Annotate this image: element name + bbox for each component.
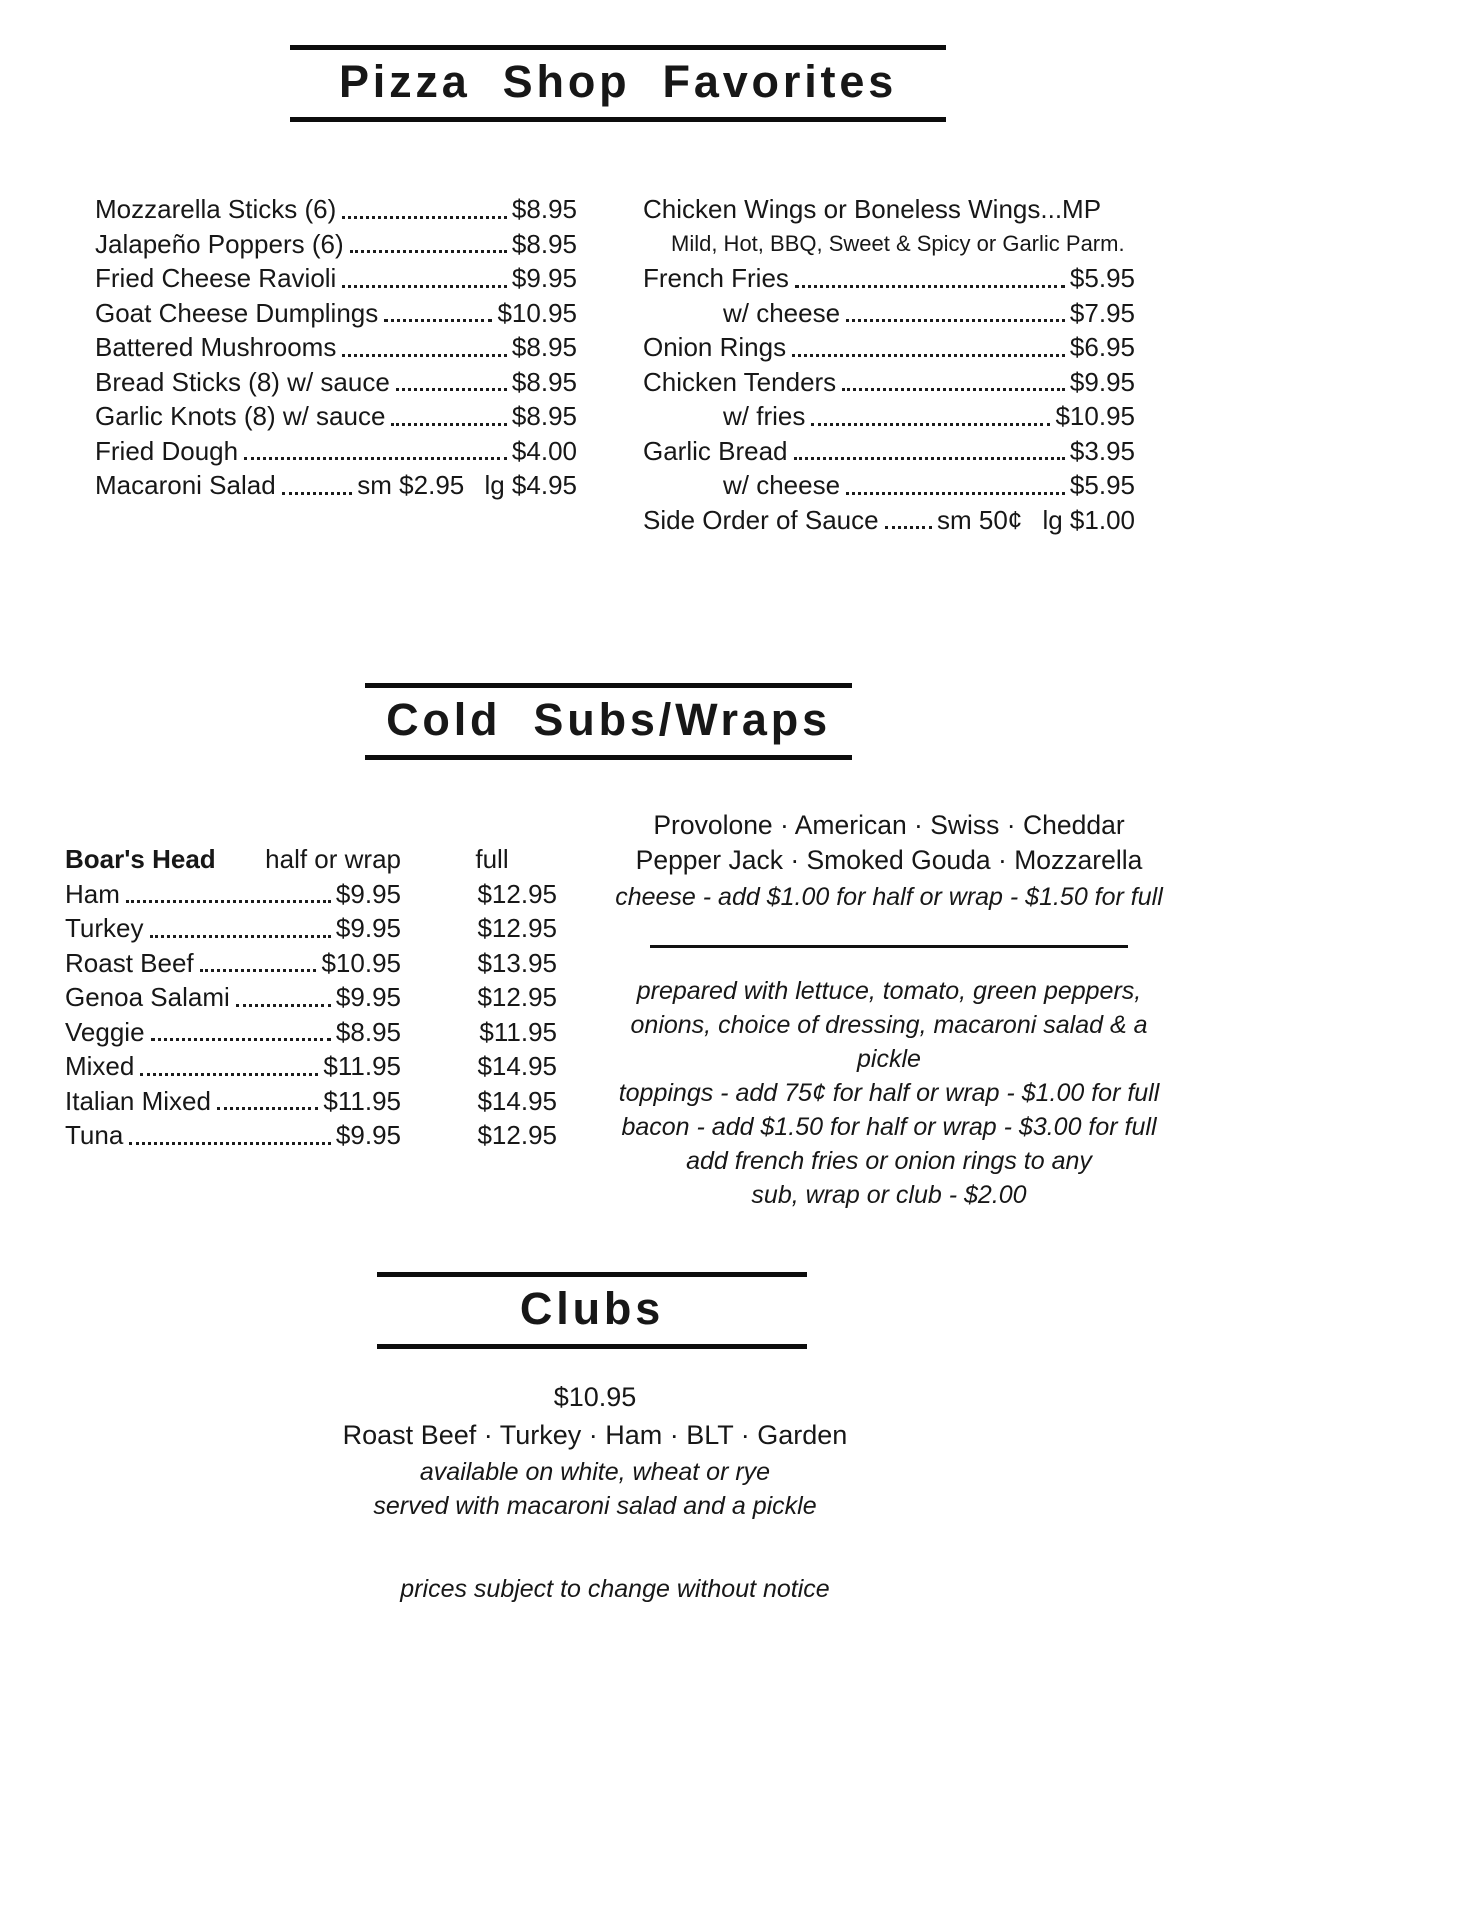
dotted-leader	[384, 319, 492, 322]
item-name: Macaroni Salad	[95, 470, 276, 500]
clubs-price: $10.95	[553, 1382, 637, 1412]
item-price: $5.95	[1069, 470, 1135, 500]
dotted-leader	[282, 492, 353, 495]
item-price: $6.95	[1069, 332, 1135, 362]
table-row	[65, 1084, 557, 1119]
item-price: $3.95	[1069, 435, 1135, 466]
section-title-cold-subs: Cold Subs/Wraps	[365, 683, 852, 760]
table-row	[65, 1118, 557, 1153]
menu-subitem	[643, 296, 1135, 331]
item-name: Chicken Tenders	[643, 366, 837, 397]
dotted-leader	[126, 900, 331, 903]
menu-item	[95, 227, 577, 262]
half-price: $11.95	[323, 1085, 401, 1116]
item-name: Fried Cheese Ravioli	[95, 263, 337, 293]
prep-note-line: add french fries or onion rings to any	[686, 1147, 1092, 1175]
dotted-leader	[342, 354, 507, 357]
full-price: $12.95	[477, 1120, 557, 1150]
item-note: Mild, Hot, BBQ, Sweet & Spicy or Garlic Parm.	[671, 230, 1125, 256]
section-title-favorites: Pizza Shop Favorites	[290, 45, 946, 122]
dotted-leader	[396, 388, 507, 391]
item-price: $8.95	[511, 401, 577, 431]
item-name: Mozzarella Sticks (6)	[95, 194, 337, 224]
dotted-leader	[842, 388, 1065, 391]
cheese-options-line: Provolone · American · Swiss · Cheddar	[653, 810, 1125, 840]
item-name: Side Order of Sauce	[643, 504, 879, 535]
dotted-leader	[150, 935, 331, 938]
full-price: $14.95	[477, 1085, 557, 1116]
brand-label: Boar's Head	[65, 844, 216, 874]
column-header-full: full	[475, 844, 509, 874]
menu-item	[643, 434, 1135, 469]
menu-item	[95, 330, 577, 365]
item-name: Roast Beef	[65, 947, 194, 978]
table-header-left	[65, 842, 401, 877]
clubs-section	[0, 1272, 1190, 1523]
half-price: $8.95	[335, 1016, 401, 1047]
dotted-leader	[846, 319, 1065, 322]
item-price: $9.95	[1069, 366, 1135, 397]
cheese-pricing-note: cheese - add $1.00 for half or wrap - $1.50 for full	[615, 883, 1163, 911]
item-name: French Fries	[643, 263, 789, 293]
cold-subs-section	[65, 808, 1484, 1212]
item-name: Ham	[65, 878, 120, 909]
item-price: $8.95	[511, 332, 577, 362]
full-price: $13.95	[477, 947, 557, 978]
item-name: Tuna	[65, 1120, 124, 1150]
menu-item	[95, 434, 577, 469]
price-disclaimer: prices subject to change without notice	[400, 1575, 830, 1603]
dotted-leader	[885, 526, 932, 529]
item-price: $5.95	[1069, 263, 1135, 293]
item-price: $8.95	[511, 228, 577, 259]
menu-item	[643, 503, 1135, 538]
full-price: $14.95	[477, 1051, 557, 1081]
item-price: sm 50¢ lg $1.00	[936, 504, 1135, 535]
item-price: $10.95	[1055, 401, 1135, 431]
table-row	[65, 980, 557, 1015]
item-price: $8.95	[511, 194, 577, 224]
item-name: Veggie	[65, 1016, 145, 1047]
dotted-leader	[795, 285, 1065, 288]
row-left	[65, 1049, 401, 1084]
dotted-leader	[792, 354, 1065, 357]
half-price: $9.95	[335, 913, 401, 943]
menu-item	[95, 468, 577, 503]
item-price: sm $2.95 lg $4.95	[357, 470, 577, 500]
row-left	[65, 980, 401, 1015]
row-left	[65, 946, 401, 981]
dotted-leader	[217, 1107, 318, 1110]
item-name: Italian Mixed	[65, 1085, 211, 1116]
item-name: Jalapeño Poppers (6)	[95, 228, 344, 259]
menu-subitem	[643, 399, 1135, 434]
full-price: $12.95	[477, 913, 557, 943]
section-title-clubs: Clubs	[377, 1272, 807, 1349]
item-price: $4.00	[511, 435, 577, 466]
item-name: Turkey	[65, 913, 144, 943]
item-name: Mixed	[65, 1051, 135, 1081]
divider-rule	[650, 945, 1128, 948]
menu-item	[95, 296, 577, 331]
dotted-leader	[151, 1038, 331, 1041]
item-name: w/ cheese	[723, 297, 841, 328]
dotted-leader	[244, 457, 507, 460]
item-name: w/ cheese	[723, 470, 841, 500]
dotted-leader	[140, 1073, 318, 1076]
full-price: $12.95	[477, 878, 557, 909]
menu-subitem	[643, 468, 1135, 503]
prep-note-line: onions, choice of dressing, macaroni salad & a pickle	[630, 1011, 1148, 1073]
item-price: $7.95	[1069, 297, 1135, 328]
item-name: Garlic Knots (8) w/ sauce	[95, 401, 386, 431]
menu-item	[643, 261, 1135, 296]
row-left	[65, 1015, 401, 1050]
full-price: $12.95	[477, 982, 557, 1012]
dotted-leader	[391, 423, 506, 426]
dotted-leader	[794, 457, 1065, 460]
cold-subs-notes	[615, 808, 1163, 1212]
table-row	[65, 877, 557, 912]
item-name: Battered Mushrooms	[95, 332, 337, 362]
menu-item	[95, 261, 577, 296]
favorites-left-column	[95, 192, 577, 537]
prep-note-line: prepared with lettuce, tomato, green peppers,	[636, 977, 1142, 1005]
table-row	[65, 911, 557, 946]
row-left	[65, 911, 401, 946]
row-left	[65, 1084, 401, 1119]
item-name: Fried Dough	[95, 435, 239, 466]
cold-subs-table	[65, 842, 557, 1212]
item-price: $8.95	[511, 366, 577, 397]
clubs-varieties: Roast Beef · Turkey · Ham · BLT · Garden	[342, 1420, 848, 1450]
favorites-section	[95, 192, 1484, 537]
half-price: $10.95	[321, 947, 401, 978]
menu-item	[95, 399, 577, 434]
menu-item	[643, 330, 1135, 365]
table-row	[65, 1015, 557, 1050]
menu-item	[643, 192, 1135, 227]
item-name: Goat Cheese Dumplings	[95, 297, 379, 328]
dotted-leader	[342, 285, 507, 288]
menu-item	[643, 365, 1135, 400]
half-price: $11.95	[323, 1051, 401, 1081]
item-name: Onion Rings	[643, 332, 787, 362]
half-price: $9.95	[335, 982, 401, 1012]
item-price: $9.95	[511, 263, 577, 293]
dotted-leader	[342, 216, 507, 219]
table-row	[65, 946, 557, 981]
item-name: Bread Sticks (8) w/ sauce	[95, 366, 390, 397]
favorites-right-column	[643, 192, 1135, 537]
dotted-leader	[236, 1004, 331, 1007]
dotted-leader	[200, 969, 317, 972]
prep-note-line: bacon - add $1.50 for half or wrap - $3.00 for full	[621, 1113, 1157, 1141]
clubs-note: served with macaroni salad and a pickle	[373, 1492, 817, 1520]
item-price: $10.95	[497, 297, 577, 328]
item-name: w/ fries	[723, 401, 806, 431]
full-price: $11.95	[479, 1016, 557, 1047]
cheese-options-line: Pepper Jack · Smoked Gouda · Mozzarella	[635, 845, 1143, 875]
row-left	[65, 877, 401, 912]
dotted-leader	[846, 492, 1065, 495]
table-header-row	[65, 842, 557, 877]
half-price: $9.95	[335, 1120, 401, 1150]
dotted-leader	[350, 250, 507, 253]
prep-note-line: toppings - add 75¢ for half or wrap - $1.00 for full	[618, 1079, 1160, 1107]
clubs-note: available on white, wheat or rye	[419, 1458, 771, 1486]
column-header-half: half or wrap	[265, 844, 401, 874]
half-price: $9.95	[335, 878, 401, 909]
menu-item	[95, 365, 577, 400]
menu-item	[95, 192, 577, 227]
table-row	[65, 1049, 557, 1084]
dotted-leader	[129, 1142, 331, 1145]
prep-note-line: sub, wrap or club - $2.00	[751, 1181, 1027, 1209]
row-left	[65, 1118, 401, 1153]
item-name: Garlic Bread	[643, 435, 788, 466]
item-name: Chicken Wings or Boneless Wings...MP	[643, 194, 1102, 224]
dotted-leader	[811, 423, 1050, 426]
item-name: Genoa Salami	[65, 982, 230, 1012]
